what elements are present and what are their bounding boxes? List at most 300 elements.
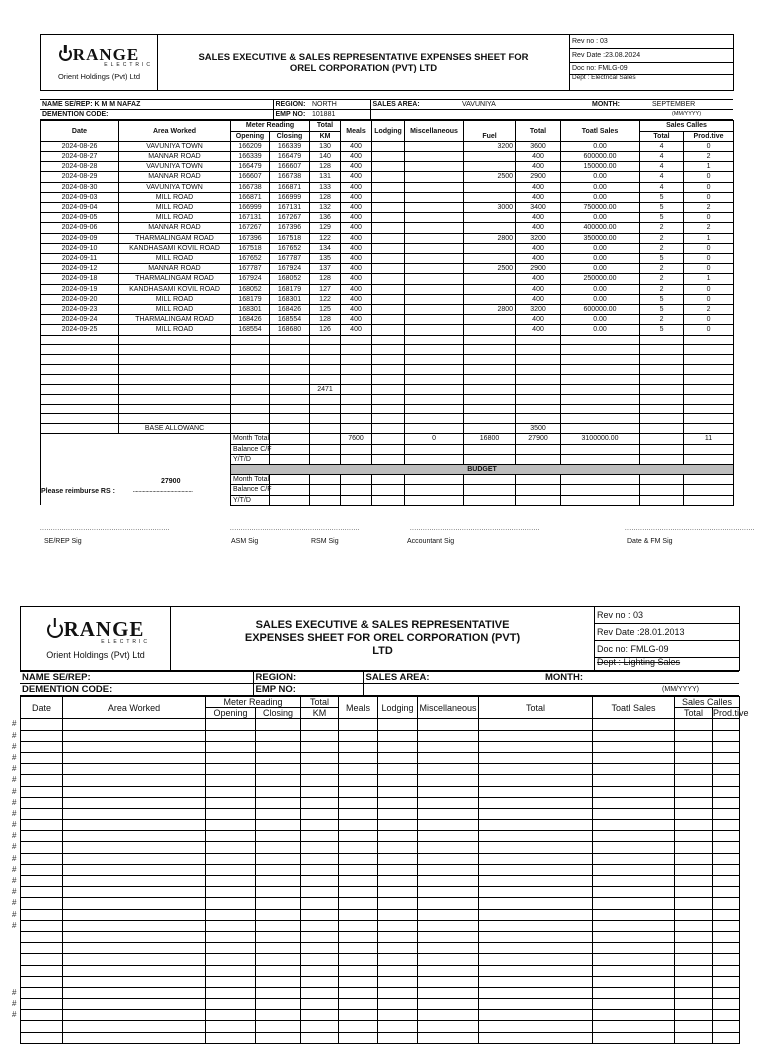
logo-brand: RANGE	[63, 617, 145, 641]
cell-empty	[270, 404, 310, 414]
cell-area: MILL ROAD	[119, 213, 231, 223]
cell-sales: 0.00	[561, 182, 640, 192]
cell-empty	[339, 999, 378, 1010]
col-total-km-1: Total	[310, 121, 341, 131]
cell-empty	[561, 444, 640, 454]
cell-opening: 166871	[231, 192, 270, 202]
cell-lodging	[372, 264, 405, 274]
cell-km: 131	[310, 172, 341, 182]
cell-empty	[640, 454, 684, 464]
table-row	[21, 887, 740, 898]
total-sales: 3100000.00	[561, 434, 640, 444]
cell-misc	[405, 264, 464, 274]
cell-empty	[372, 485, 405, 495]
cell-calls-total: 2	[640, 274, 684, 284]
cell-opening: 168426	[231, 315, 270, 325]
col-closing: Closing	[270, 131, 310, 141]
cell-empty	[341, 444, 372, 454]
cell-lodging	[372, 203, 405, 213]
cell-empty	[270, 355, 310, 365]
cell-misc	[405, 305, 464, 315]
table-row	[41, 192, 734, 202]
cell-empty	[301, 999, 339, 1010]
cell-calls-total: 4	[640, 152, 684, 162]
cell-lodging	[372, 284, 405, 294]
cell-empty	[464, 414, 516, 424]
cell-empty	[593, 943, 675, 954]
cell-empty	[593, 719, 675, 730]
cell-empty	[675, 876, 713, 887]
cell-empty	[372, 384, 405, 394]
expense-sheet-filled	[40, 34, 756, 566]
cell-empty	[341, 424, 372, 434]
cell-empty	[516, 384, 561, 394]
cell-empty	[675, 752, 713, 763]
overflow-hash-mark: #	[12, 898, 17, 907]
cell-empty	[713, 797, 740, 808]
cell-empty	[675, 820, 713, 831]
sheet-header	[40, 34, 734, 91]
cell-empty	[675, 909, 713, 920]
cell-empty	[206, 987, 256, 998]
cell-empty	[593, 965, 675, 976]
cell-empty	[684, 345, 734, 355]
cell-total: 3200	[516, 233, 561, 243]
cell-lodging	[372, 141, 405, 151]
cell-misc	[405, 213, 464, 223]
overflow-hash-mark: #	[12, 988, 17, 997]
cell-date: 2024-09-12	[41, 264, 119, 274]
cell-calls-prod: 0	[684, 182, 734, 192]
cell-empty	[231, 345, 270, 355]
cell-empty	[640, 424, 684, 434]
cell-empty	[339, 741, 378, 752]
cell-empty	[231, 424, 270, 434]
cell-empty	[339, 1021, 378, 1032]
cell-empty	[21, 808, 63, 819]
cell-empty	[256, 842, 301, 853]
cell-empty	[21, 1010, 63, 1021]
cell-empty	[405, 374, 464, 384]
cell-empty	[593, 831, 675, 842]
cell-empty	[516, 454, 561, 464]
cell-empty	[675, 999, 713, 1010]
month-value: SEPTEMBER	[652, 101, 696, 108]
cell-calls-prod: 2	[684, 223, 734, 233]
cell-lodging	[372, 233, 405, 243]
cell-opening: 168301	[231, 305, 270, 315]
cell-calls-prod: 1	[684, 274, 734, 284]
col-sales: Toatl Sales	[561, 121, 640, 141]
cell-empty	[256, 853, 301, 864]
cell-empty	[256, 920, 301, 931]
cell-calls-total: 2	[640, 315, 684, 325]
cell-empty	[339, 976, 378, 987]
cell-empty	[310, 345, 341, 355]
cell-empty	[713, 864, 740, 875]
cell-date: 2024-08-30	[41, 182, 119, 192]
cell-empty	[256, 1010, 301, 1021]
cell-sales: 0.00	[561, 315, 640, 325]
cell-sales: 0.00	[561, 213, 640, 223]
cell-empty	[21, 909, 63, 920]
col-total-km-1: Total	[301, 697, 339, 708]
cell-total: 400	[516, 243, 561, 253]
cell-km: 122	[310, 294, 341, 304]
table-row	[41, 365, 734, 375]
cell-empty	[593, 1010, 675, 1021]
cell-empty	[63, 730, 206, 741]
cell-area: VAVUNIYA TOWN	[119, 141, 231, 151]
cell-empty	[675, 887, 713, 898]
table-row	[21, 898, 740, 909]
cell-empty	[561, 404, 640, 414]
cell-empty	[301, 965, 339, 976]
cell-opening: 167396	[231, 233, 270, 243]
cell-empty	[206, 842, 256, 853]
cell-misc	[405, 203, 464, 213]
dept: Dept : Lighting Sales	[597, 657, 681, 667]
cell-total: 400	[516, 254, 561, 264]
cell-empty	[41, 345, 119, 355]
cell-empty	[63, 987, 206, 998]
cell-empty	[479, 1032, 593, 1043]
cell-empty	[378, 764, 418, 775]
table-row	[21, 842, 740, 853]
cell-empty	[464, 365, 516, 375]
mm-yyyy-hint: (MM/YYYY)	[672, 111, 702, 118]
cell-lodging	[372, 172, 405, 182]
cell-total: 2900	[516, 264, 561, 274]
cell-calls-prod: 0	[684, 213, 734, 223]
cell-km: 132	[310, 203, 341, 213]
cell-area: THARMALINGAM ROAD	[119, 274, 231, 284]
cell-meals: 400	[341, 294, 372, 304]
cell-empty	[41, 335, 119, 345]
cell-misc	[405, 325, 464, 335]
col-area: Area Worked	[119, 121, 231, 141]
cell-empty	[256, 786, 301, 797]
cell-empty	[464, 374, 516, 384]
col-opening: Opening	[231, 131, 270, 141]
cell-meals: 400	[341, 141, 372, 151]
cell-empty	[516, 355, 561, 365]
cell-empty	[310, 424, 341, 434]
cell-empty	[21, 920, 63, 931]
cell-empty	[63, 741, 206, 752]
cell-empty	[479, 931, 593, 942]
cell-total: 400	[516, 223, 561, 233]
cell-empty	[63, 820, 206, 831]
table-row	[21, 931, 740, 942]
cell-km: 140	[310, 152, 341, 162]
cell-sales: 0.00	[561, 294, 640, 304]
cell-empty	[418, 976, 479, 987]
cell-calls-total: 5	[640, 203, 684, 213]
logo-subbrand: ELECTRIC	[101, 639, 150, 645]
cell-empty	[63, 965, 206, 976]
cell-empty	[310, 374, 341, 384]
cell-misc	[405, 243, 464, 253]
cell-empty	[405, 384, 464, 394]
employee-info	[40, 99, 733, 120]
cell-empty	[339, 797, 378, 808]
cell-empty	[418, 887, 479, 898]
cell-empty	[378, 719, 418, 730]
cell-date: 2024-09-09	[41, 233, 119, 243]
cell-empty	[378, 876, 418, 887]
cell-empty	[270, 345, 310, 355]
cell-empty	[256, 931, 301, 942]
cell-empty	[640, 374, 684, 384]
cell-empty	[341, 365, 372, 375]
total-fuel: 16800	[464, 434, 516, 444]
cell-empty	[593, 1032, 675, 1043]
cell-empty	[270, 475, 310, 485]
company-name: Orient Holdings (Pvt) Ltd	[57, 71, 141, 81]
cell-empty	[378, 1032, 418, 1043]
cell-empty	[256, 730, 301, 741]
overflow-hash-mark: #	[12, 798, 17, 807]
cell-meals: 400	[341, 182, 372, 192]
cell-empty	[516, 414, 561, 424]
cell-empty	[378, 965, 418, 976]
cell-empty	[378, 931, 418, 942]
cell-date: 2024-09-06	[41, 223, 119, 233]
cell-empty	[372, 404, 405, 414]
cell-empty	[593, 752, 675, 763]
cell-area: MILL ROAD	[119, 192, 231, 202]
cell-fuel	[464, 223, 516, 233]
cell-calls-prod: 0	[684, 294, 734, 304]
accountant-signature: Accountant Sig	[407, 537, 455, 545]
cell-total: 3200	[516, 305, 561, 315]
cell-closing: 168554	[270, 315, 310, 325]
cell-empty	[231, 414, 270, 424]
cell-area: MILL ROAD	[119, 325, 231, 335]
cell-empty	[256, 909, 301, 920]
table-row	[21, 730, 740, 741]
cell-empty	[418, 1010, 479, 1021]
cell-empty	[713, 876, 740, 887]
cell-empty	[675, 831, 713, 842]
base-allowance-label: BASE ALLOWANC	[119, 424, 231, 434]
cell-empty	[339, 775, 378, 786]
cell-meals: 400	[341, 162, 372, 172]
sig-dots-se: ............................................................	[40, 525, 171, 532]
cell-empty	[405, 394, 464, 404]
cell-calls-total: 5	[640, 192, 684, 202]
cell-sales: 0.00	[561, 254, 640, 264]
cell-area: MANNAR ROAD	[119, 264, 231, 274]
total-total: 27900	[516, 434, 561, 444]
cell-sales: 600000.00	[561, 305, 640, 315]
cell-fuel	[464, 325, 516, 335]
cell-misc	[405, 274, 464, 284]
table-row	[41, 305, 734, 315]
cell-empty	[310, 394, 341, 404]
cell-empty	[464, 355, 516, 365]
cell-empty	[310, 485, 341, 495]
cell-empty	[231, 355, 270, 365]
cell-empty	[713, 976, 740, 987]
cell-empty	[339, 808, 378, 819]
cell-empty	[301, 1010, 339, 1021]
cell-fuel	[464, 182, 516, 192]
cell-empty	[301, 898, 339, 909]
table-row	[21, 965, 740, 976]
cell-empty	[301, 719, 339, 730]
cell-fuel: 2500	[464, 264, 516, 274]
cell-empty	[270, 485, 310, 495]
cell-empty	[418, 820, 479, 831]
cell-empty	[301, 764, 339, 775]
name-label: NAME SE/REP: K M M NAFAZ	[42, 101, 141, 108]
cell-empty	[206, 1010, 256, 1021]
overflow-hash-mark: #	[12, 731, 17, 740]
cell-empty	[593, 730, 675, 741]
cell-empty	[479, 954, 593, 965]
logo-block	[21, 607, 171, 671]
overflow-hash-mark: #	[12, 876, 17, 885]
cell-empty	[41, 394, 119, 404]
cell-empty	[119, 404, 231, 414]
cell-empty	[310, 454, 341, 464]
cell-empty	[378, 752, 418, 763]
cell-misc	[405, 152, 464, 162]
cell-empty	[561, 475, 640, 485]
table-row	[41, 294, 734, 304]
cell-empty	[341, 495, 372, 505]
table-row	[21, 797, 740, 808]
cell-area: MANNAR ROAD	[119, 172, 231, 182]
cell-empty	[270, 335, 310, 345]
col-calls-prod: Prod.tive	[713, 708, 749, 719]
cell-empty	[256, 954, 301, 965]
cell-closing: 168052	[270, 274, 310, 284]
sheet-title: SALES EXECUTIVE & SALES REPRESENTATIVE EXPENSES SHEET FOR OREL CORPORATION (PVT) LTD	[158, 35, 570, 91]
cell-empty	[593, 853, 675, 864]
cell-opening: 166738	[231, 182, 270, 192]
cell-km: 122	[310, 233, 341, 243]
cell-empty	[593, 786, 675, 797]
table-row	[41, 374, 734, 384]
col-lodging: Lodging	[378, 697, 418, 719]
summary-label: Y/T/D	[231, 495, 270, 505]
cell-empty	[675, 931, 713, 942]
cell-empty	[516, 335, 561, 345]
cell-km: 129	[310, 223, 341, 233]
cell-empty	[21, 797, 63, 808]
cell-misc	[405, 254, 464, 264]
cell-empty	[713, 741, 740, 752]
cell-empty	[516, 394, 561, 404]
cell-date: 2024-08-26	[41, 141, 119, 151]
cell-empty	[372, 365, 405, 375]
cell-empty	[418, 786, 479, 797]
cell-empty	[372, 454, 405, 464]
cell-empty	[206, 898, 256, 909]
rev-no: Rev no : 03	[595, 607, 739, 624]
se-rep-signature: SE/REP Sig	[44, 537, 82, 545]
cell-empty	[405, 335, 464, 345]
cell-empty	[713, 943, 740, 954]
cell-empty	[256, 887, 301, 898]
cell-empty	[310, 434, 341, 444]
cell-empty	[63, 954, 206, 965]
cell-empty	[713, 965, 740, 976]
cell-empty	[301, 797, 339, 808]
cell-empty	[640, 394, 684, 404]
cell-empty	[378, 786, 418, 797]
cell-date: 2024-08-29	[41, 172, 119, 182]
cell-empty	[479, 864, 593, 875]
km-sum: 2471	[310, 384, 341, 394]
cell-meals: 400	[341, 254, 372, 264]
cell-empty	[593, 976, 675, 987]
cell-calls-prod: 2	[684, 305, 734, 315]
table-row	[21, 741, 740, 752]
cell-empty	[63, 1010, 206, 1021]
cell-empty	[713, 786, 740, 797]
cell-sales: 0.00	[561, 192, 640, 202]
cell-opening: 166479	[231, 162, 270, 172]
cell-empty	[464, 345, 516, 355]
name-label: NAME SE/REP:	[22, 672, 91, 683]
cell-empty	[270, 394, 310, 404]
cell-empty	[713, 909, 740, 920]
cell-empty	[339, 719, 378, 730]
cell-empty	[378, 842, 418, 853]
col-calls: Sales Calles	[640, 121, 734, 131]
cell-empty	[21, 820, 63, 831]
cell-total: 400	[516, 325, 561, 335]
cell-opening: 167924	[231, 274, 270, 284]
cell-misc	[405, 294, 464, 304]
cell-empty	[516, 404, 561, 414]
cell-empty	[378, 775, 418, 786]
rsm-signature: RSM Sig	[311, 537, 339, 545]
overflow-hash-mark: #	[12, 999, 17, 1008]
col-total: Total	[479, 697, 593, 719]
cell-empty	[640, 365, 684, 375]
cell-lodging	[372, 254, 405, 264]
cell-fuel: 3000	[464, 203, 516, 213]
cell-empty	[675, 775, 713, 786]
cell-empty	[593, 887, 675, 898]
cell-empty	[339, 820, 378, 831]
cell-empty	[593, 987, 675, 998]
cell-empty	[418, 730, 479, 741]
month-label: MONTH:	[592, 101, 620, 108]
cell-empty	[516, 374, 561, 384]
cell-date: 2024-09-25	[41, 325, 119, 335]
cell-empty	[256, 1032, 301, 1043]
cell-empty	[479, 965, 593, 976]
cell-empty	[418, 965, 479, 976]
cell-empty	[479, 943, 593, 954]
cell-empty	[378, 1021, 418, 1032]
cell-empty	[675, 987, 713, 998]
table-row	[41, 424, 734, 434]
cell-empty	[206, 719, 256, 730]
cell-empty	[301, 853, 339, 864]
cell-area: MANNAR ROAD	[119, 152, 231, 162]
cell-empty	[405, 404, 464, 414]
cell-opening: 168179	[231, 294, 270, 304]
cell-km: 127	[310, 284, 341, 294]
cell-empty	[206, 864, 256, 875]
